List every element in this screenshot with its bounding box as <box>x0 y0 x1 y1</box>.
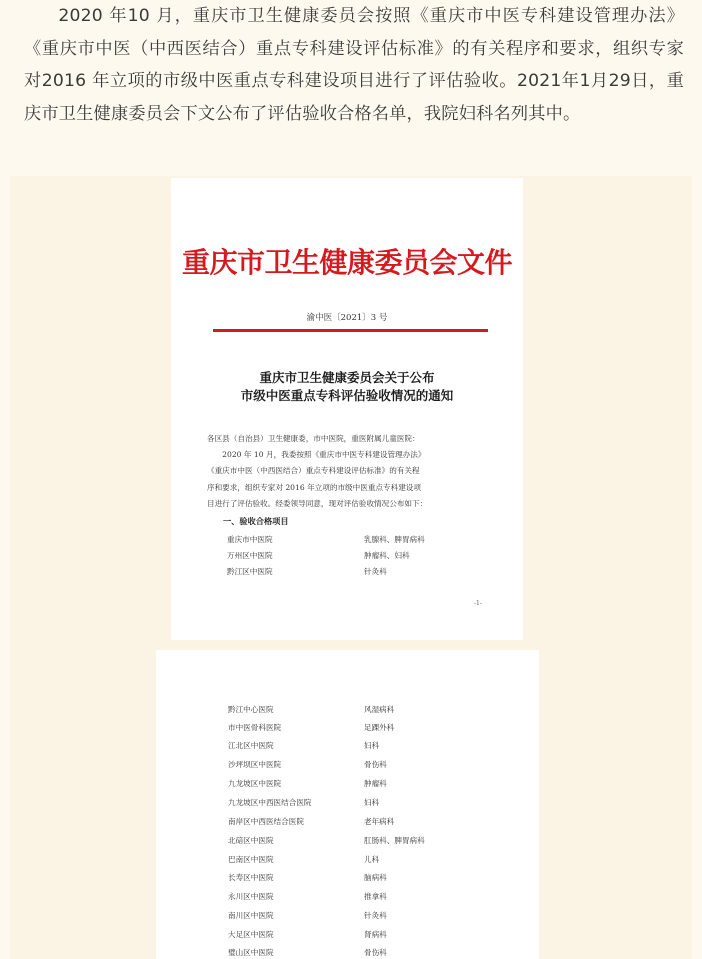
body-line: 序和要求，组织专家对 2016 年立项的市级中医重点专科建设项 <box>207 483 421 492</box>
body-line: 《重庆市中医（中西医结合）重点专科建设评估标准》的有关程 <box>207 466 420 475</box>
red-divider-line <box>213 329 488 332</box>
body-line: 目进行了评估验收。经委领导同意，现对评估验收情况公布如下： <box>207 499 428 508</box>
body-line: 各区县（自治县）卫生健康委，市中医院，重医附属儿童医院： <box>207 434 420 443</box>
hospital-name: 长寿区中医院 <box>228 873 274 882</box>
hospital-name: 沙坪坝区中医院 <box>228 760 282 769</box>
specialty-name: 妇科 <box>364 741 380 750</box>
section-heading: 一、验收合格项目 <box>223 516 289 526</box>
hospital-name: 璧山区中医院 <box>228 948 274 957</box>
hospital-name: 黔江区中医院 <box>227 567 273 576</box>
page-number: -1- <box>474 600 482 607</box>
hospital-name: 永川区中医院 <box>228 892 274 901</box>
body-line: 2020 年 10 月，我委按照《重庆市中医专科建设管理办法》 <box>207 450 426 459</box>
document-masthead: 重庆市卫生健康委员会文件 <box>181 246 512 279</box>
intro-paragraph: 2020 年10 月，重庆市卫生健康委员会按照《重庆市中医专科建设管理办法》《重庆市中医（中西医结合）重点专科建设评估标准》的有关程序和要求，组织专家对2016 年立项的市级中医重点专科建设项目进行了评估验收。2021年1月29日，重庆市卫生健康委员会下文公布了评估验收合格名单，我院妇科名列其中。 <box>24 6 684 124</box>
document-page-1 <box>171 178 523 640</box>
hospital-name: 江北区中医院 <box>228 741 274 750</box>
hospital-name: 北碚区中医院 <box>228 836 274 845</box>
specialty-name: 脑病科 <box>364 873 387 882</box>
specialty-name: 肾病科 <box>364 930 387 939</box>
hospital-name: 黔江中心医院 <box>228 705 274 714</box>
hospital-name: 万州区中医院 <box>227 551 273 560</box>
hospital-name: 大足区中医院 <box>228 930 274 939</box>
specialty-name: 骨伤科 <box>364 760 387 769</box>
specialty-name: 风湿病科 <box>364 705 395 714</box>
specialty-name: 乳腺科、脾胃病科 <box>364 535 425 544</box>
document-number: 渝中医〔2021〕3 号 <box>306 313 388 323</box>
specialty-name: 骨伤科 <box>364 948 387 957</box>
hospital-name: 重庆市中医院 <box>227 535 273 544</box>
specialty-name: 足踝外科 <box>364 723 395 732</box>
specialty-name: 儿科 <box>364 855 380 864</box>
hospital-name: 九龙坡区中医院 <box>228 779 282 788</box>
notice-title-line-1: 重庆市卫生健康委员会关于公布 <box>259 370 435 385</box>
specialty-name: 针灸科 <box>364 911 387 920</box>
hospital-name: 九龙坡区中西医结合医院 <box>228 798 312 807</box>
specialty-name: 肿瘤科、妇科 <box>364 551 410 560</box>
specialty-name: 妇科 <box>364 798 380 807</box>
notice-title-line-2: 市级中医重点专科评估验收情况的通知 <box>240 388 454 403</box>
hospital-name: 南川区中医院 <box>228 911 274 920</box>
specialty-name: 肛肠科、脾胃病科 <box>364 836 425 845</box>
hospital-name: 巴南区中医院 <box>228 855 274 864</box>
hospital-name: 南岸区中西医结合医院 <box>228 817 304 826</box>
specialty-name: 肿瘤科 <box>364 779 387 788</box>
specialty-name: 老年病科 <box>364 817 395 826</box>
document-page-2 <box>156 650 539 959</box>
specialty-name: 针灸科 <box>364 567 387 576</box>
hospital-name: 市中医骨科医院 <box>228 723 282 732</box>
specialty-name: 推拿科 <box>364 892 387 901</box>
